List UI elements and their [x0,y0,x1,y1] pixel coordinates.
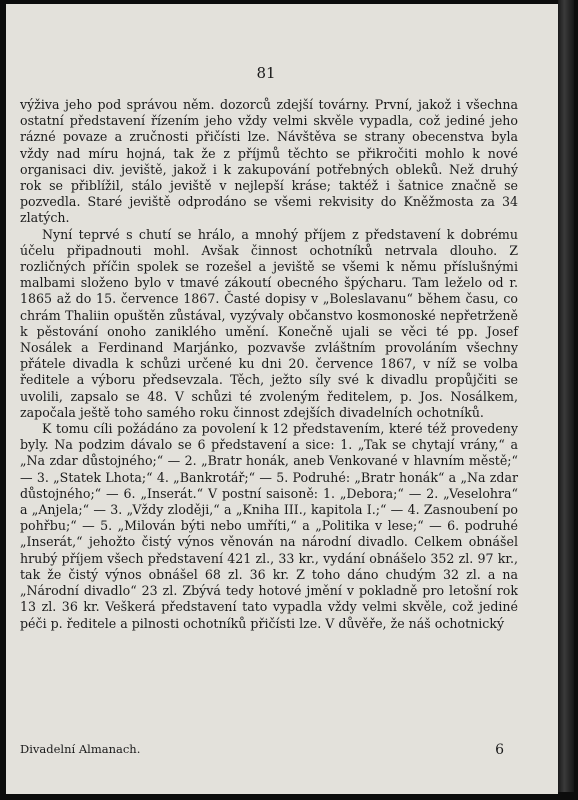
body-text [20,97,518,632]
page-number: 81 [256,64,276,82]
paragraph-1: výživa jeho pod správou něm. dozorců zdejší továrny. První, jakož i všechna ostatní představení řízením jeho vždy velmi skvěle vypadla, což jediné jeho rázné povaze a zručnosti přičísti lze. Návštěva se strany obecenstva byla vždy nad míru hojná, tak že z příjmů těchto se přikročiti mohlo k nové organisaci div. jeviště, jakož i k zakupování potřebných obleků. Než druhý rok se přiblížil, stálo jeviště v nejlepší kráse; taktéž i šatnice značně se pozvedla. Staré jeviště odprodáno se všemi rekvisity do Kněžmosta za 34 zlatých. [20,97,518,226]
page-footer [20,742,504,758]
page-edge [558,0,574,792]
paragraph-2: Nyní teprvé s chutí se hrálo, a mnohý příjem z představení k dobrému účelu připadnouti mohl. Avšak činnost ochotníků netrvala dlouho. Z rozličných příčin spolek se rozešel a jeviště se všemi k němu příslušnými malbami složeno bylo v tmavé zákoutí obecného špýcharu. Tam leželo od r. 1865 až do 15. července 1867. Časté dopisy v „Boleslavanu“ během času, co chrám Thaliin opuštěn zůstával, vyzývaly občanstvo kosmonoské nepřetrženě k pěstování onoho zaniklého umění. Konečně ujali se věci té pp. Josef Nosálek a Ferdinand Marjánko, pozvavše zvláštním provoláním všechny přátele divadla k schůzi určené ku dni 20. července 1867, v níž se volba ředitele a výboru předsevzala. Těch, ježto síly své k divadlu propůjčiti se uvolili, zapsalo se 48. V schůzi té zvoleným ředitelem, p. Jos. Nosálkem, započala ještě toho samého roku činnost zdejších divadelních ochotníků. [20,226,518,420]
running-title: Divadelní Almanach. [20,742,141,756]
signature-mark: 6 [495,742,504,758]
paragraph-3: K tomu cíli požádáno za povolení k 12 představením, které též provedeny byly. Na podzim dávalo se 6 představení a sice: 1. „Tak se chytají vrány,“ a „Na zdar důstojného;“ — 2. „Bratr honák, aneb Venkované v hlavním městě;“ — 3. „Statek Lhota;“ 4. „Bankrotář;“ — 5. Podruhé: „Bratr honák“ a „Na zdar důstojného;“ — 6. „Inserát.“ V postní saisoně: 1. „Debora;“ — 2. „Veselohra“ a „Anjela;“ — 3. „Vždy zloději,“ a „Kniha III., kapitola I.;“ — 4. Zasnoubení po pohřbu;“ — 5. „Milován býti nebo umříti,“ a „Politika v lese;“ — 6. podruhé „Inserát,“ jehožto čistý výnos věnován na národní divadlo. Celkem obnášel hrubý příjem všech představení 421 zl., 33 kr., vydání obnášelo 352 zl. 97 kr., tak že čistý výnos obnášel 68 zl. 36 kr. Z toho dáno chudým 32 zl. a na „Národní divadlo“ 23 zl. Zbývá tedy hotové jmění v pokladně pro letošní rok 13 zl. 36 kr. Veškerá představení tato vypadla vždy velmi skvěle, což jediné péči p. ředitele a pilnosti ochotníků přičísti lze. V důvěře, že náš ochotnický [20,421,518,631]
book-page [6,4,558,794]
